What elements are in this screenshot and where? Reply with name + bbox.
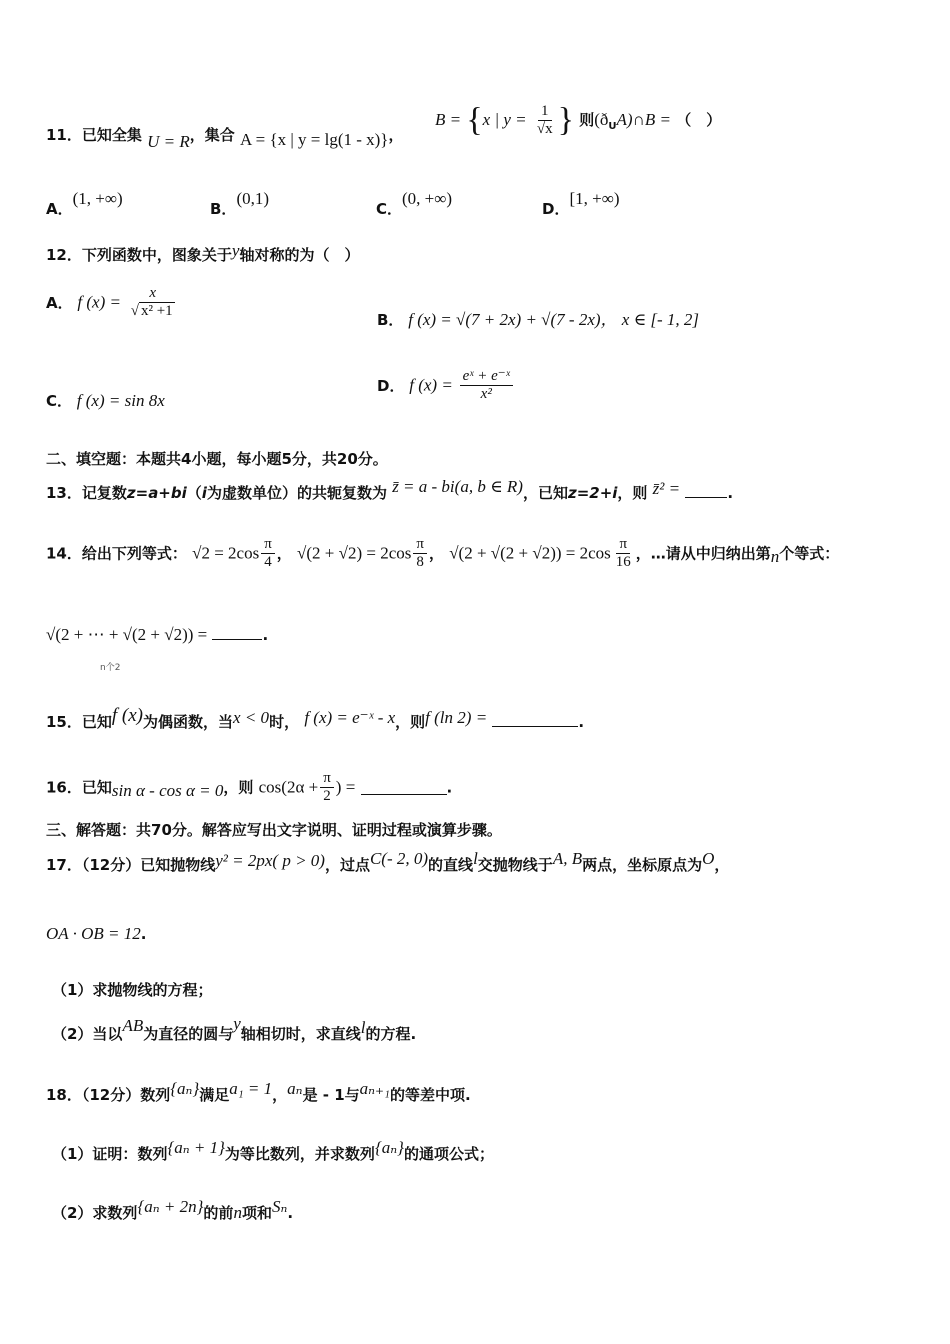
q12-option-c-label: C． xyxy=(46,392,73,410)
q15-cond: x < 0 xyxy=(233,708,270,727)
q12-option-a-numerator: x xyxy=(146,285,159,303)
q14-eq3-left: √(2 + √(2 + √2)) = 2cos xyxy=(449,543,611,563)
q17-p2-l: l xyxy=(360,1018,366,1037)
q17-score: （12分）已知抛物线 xyxy=(81,856,216,874)
q11-option-a xyxy=(46,188,123,218)
q13-ask: z̄² = xyxy=(652,479,681,498)
q15-ask: f (ln 2) = xyxy=(425,708,488,727)
q11-b-numerator: 1 xyxy=(538,103,552,121)
q11-option-c xyxy=(376,188,453,218)
q15-text-c: 时， xyxy=(269,713,300,731)
q16-ask-left: cos(2α + xyxy=(258,777,319,797)
q17-part-1: （1）求抛物线的方程； xyxy=(52,981,213,999)
q14-eq2-denominator: 8 xyxy=(416,554,424,570)
q14-sep-1: ， xyxy=(276,544,292,563)
q11-b-lhs: B = xyxy=(435,110,462,129)
q14-brace-note: n个2 xyxy=(100,663,121,673)
q14-eq1-left: √2 = 2cos xyxy=(192,543,260,563)
q14-answer-blank xyxy=(212,625,262,640)
q18-part-1 xyxy=(52,1138,494,1164)
q11-option-c-label: C． xyxy=(376,200,403,218)
q11-b-fraction xyxy=(534,103,556,138)
q14-eq3-numerator: π xyxy=(616,536,630,554)
q13-number: 13． xyxy=(46,484,82,502)
q12-option-d-lhs: f (x) = xyxy=(409,375,453,395)
q11-universal-set: U = R xyxy=(147,132,190,151)
q14-text-a: 给出下列等式： xyxy=(81,544,187,563)
q11-expr-b: A)∩B = xyxy=(616,110,671,129)
q12-option-b-label: B． xyxy=(377,311,404,329)
q16-text-a: 已知 xyxy=(81,778,112,797)
q12-option-a-fraction xyxy=(128,285,178,320)
q11-text-c: 则 xyxy=(579,111,595,129)
q11-b-denominator: √x xyxy=(536,121,553,137)
q13-i: i xyxy=(201,484,207,502)
q14-eq1-denominator: 4 xyxy=(264,554,272,570)
q18-an1: aₙ₊₁ xyxy=(359,1079,390,1098)
q14-eq1-fraction xyxy=(261,536,275,571)
q15-text-b: 为偶函数，当 xyxy=(143,713,234,731)
q11-option-d-value: [1, +∞) xyxy=(569,189,620,208)
question-18 xyxy=(46,1079,471,1105)
q15-text-d: ，则 xyxy=(395,713,426,731)
q12-option-b xyxy=(377,305,699,330)
q15-fx: f (x) xyxy=(111,705,144,726)
q12-option-a-label: A． xyxy=(46,294,73,312)
question-11 xyxy=(46,125,404,151)
q12-option-d-fraction xyxy=(460,368,513,403)
q12-option-d-denominator: x² xyxy=(480,386,492,402)
q18-p1-text-b: 为等比数列，并求数列 xyxy=(224,1145,375,1163)
q12-option-d-numerator: eˣ + e⁻ˣ xyxy=(460,368,513,386)
q13-z-value: z=2+i xyxy=(567,484,618,502)
q16-answer-blank xyxy=(361,780,447,795)
q11-option-a-label: A． xyxy=(46,200,73,218)
q14-eq2-fraction xyxy=(413,536,427,571)
q14-text-c: 个等式： xyxy=(779,544,840,563)
q14-eq3-fraction xyxy=(613,536,634,571)
q17-ab: A, B xyxy=(552,849,583,868)
q18-a1: a₁ = 1 xyxy=(229,1079,273,1098)
q13-text-e: ，则 xyxy=(617,484,648,502)
q18-part-2 xyxy=(52,1197,294,1223)
q16-cond: sin α - cos α = 0 xyxy=(111,781,224,800)
question-14 xyxy=(46,536,839,571)
q17-text-c: 交抛物线于 xyxy=(477,856,553,874)
q18-p2-seq: {aₙ + 2n} xyxy=(137,1197,204,1216)
q17-text-e: ， xyxy=(714,856,730,874)
q18-p1-text-a: （1）证明：数列 xyxy=(52,1145,168,1163)
section-3-heading: 三、解答题：共70分。解答应写出文字说明、证明过程或演算步骤。 xyxy=(46,821,502,839)
q12-option-a-lhs: f (x) = xyxy=(77,292,121,312)
q11-set-b: B = {x | y = $\frac{1}{√x}$ } 则$(ð_UA)\cap B$ = （ ） xyxy=(435,101,722,139)
q12-number: 12． xyxy=(46,246,82,264)
q16-text-b: ，则 xyxy=(223,778,254,797)
q16-fraction xyxy=(320,770,334,805)
q17-text-b: 的直线 xyxy=(428,856,474,874)
q17-p2-text-b: 为直径的圆与 xyxy=(143,1025,234,1043)
q11-expr: (ð xyxy=(594,110,609,129)
q15-number: 15． xyxy=(46,713,82,731)
q18-p2-n: n xyxy=(233,1203,242,1222)
q16-number: 16． xyxy=(46,778,82,797)
q17-p2-y: y xyxy=(233,1014,241,1033)
q11-option-c-value: (0, +∞) xyxy=(402,189,453,208)
q17-dot-line xyxy=(46,924,146,944)
q11-text-b: ，集合 xyxy=(189,126,235,144)
q13-text-a: 记复数 xyxy=(81,484,127,502)
q13-end: . xyxy=(727,484,734,502)
q13-text-d: ，已知 xyxy=(522,484,568,502)
q17-dot-product: OA · OB = 12 xyxy=(46,924,141,943)
q18-text-b: 是 - 1与 xyxy=(302,1086,360,1104)
q15-text-a: 已知 xyxy=(81,713,112,731)
q14-nested-expr: √(2 + ⋯ + √(2 + √2)) = xyxy=(46,625,208,644)
question-17 xyxy=(46,849,730,875)
q14-line-2 xyxy=(46,625,268,645)
q17-parabola: y² = 2px( p > 0) xyxy=(215,851,325,870)
q12-text-b: 轴对称的为（ ） xyxy=(239,246,360,264)
q18-an-2: aₙ xyxy=(287,1079,303,1098)
q18-text-c: 的等差中项. xyxy=(389,1086,471,1104)
question-15 xyxy=(46,705,585,732)
q11-option-d-label: D． xyxy=(542,200,570,218)
q11-expr-sub: U xyxy=(608,121,617,132)
q11-text-a: 已知全集 xyxy=(81,126,142,144)
q18-p2-text-a: （2）求数列 xyxy=(52,1204,138,1222)
q18-p1-seq-2: {aₙ} xyxy=(374,1138,404,1157)
q11-option-b-label: B． xyxy=(210,200,237,218)
q12-text-a: 下列函数中，图象关于 xyxy=(81,246,232,264)
q16-end: . xyxy=(446,778,453,797)
q18-p2-end: . xyxy=(287,1204,294,1222)
q18-number: 18． xyxy=(46,1086,82,1104)
q12-option-a-radicand: x² +1 xyxy=(140,303,173,319)
q11-set-a: A = {x | y = lg(1 - x)} xyxy=(240,130,389,149)
q14-eq3-denominator: 16 xyxy=(615,554,631,570)
q14-number: 14． xyxy=(46,544,82,563)
q15-end: . xyxy=(578,713,585,731)
q17-dot-end: . xyxy=(140,925,147,943)
q12-option-b-expr: f (x) = √(7 + 2x) + √(7 - 2x) xyxy=(408,310,601,329)
q14-eq2-numerator: π xyxy=(413,536,427,554)
q12-option-a-denominator: √ x² +1 xyxy=(130,303,173,319)
q16-ask-right: ) = xyxy=(335,777,356,797)
q17-p2-text-c: 轴相切时，求直线 xyxy=(240,1025,361,1043)
q17-p2-ab: AB xyxy=(122,1016,144,1035)
section-2-heading: 二、填空题：本题共4小题，每小题5分，共20分。 xyxy=(46,450,388,468)
q13-z: z=a+bi xyxy=(126,484,187,502)
q18-score: （12分）数列 xyxy=(81,1086,171,1104)
q11-option-b-value: (0,1) xyxy=(236,189,270,208)
q15-def: f (x) = e⁻ˣ - x xyxy=(304,708,396,727)
q12-option-c xyxy=(46,390,165,411)
q18-p1-seq: {aₙ + 1} xyxy=(167,1138,225,1157)
q16-denominator: 2 xyxy=(323,788,331,804)
q17-point: C(- 2, 0) xyxy=(369,849,429,868)
q14-text-b: ，…请从中归纳出第 xyxy=(635,544,771,563)
q18-an: {aₙ} xyxy=(170,1079,200,1098)
q17-p2-text-d: 的方程. xyxy=(365,1025,417,1043)
q17-o: O xyxy=(702,849,715,868)
q15-answer-blank xyxy=(492,712,578,727)
q11-option-a-value: (1, +∞) xyxy=(72,189,123,208)
q16-numerator: π xyxy=(320,770,334,788)
q13-text-c: 为虚数单位）的共轭复数为 xyxy=(206,484,387,502)
q18-p2-text-c: 项和 xyxy=(241,1204,272,1222)
q13-text-b: （ xyxy=(186,484,202,502)
question-13 xyxy=(46,477,734,503)
q11-paren: （ ） xyxy=(676,111,722,129)
q12-option-d xyxy=(377,368,515,403)
q18-sep: ， xyxy=(272,1086,288,1104)
q12-option-a xyxy=(46,285,180,320)
q18-p2-text-b: 的前 xyxy=(203,1204,234,1222)
q11-option-d xyxy=(542,188,620,218)
q18-p1-text-c: 的通项公式； xyxy=(403,1145,494,1163)
q11-b-set-left: x | y = xyxy=(482,110,527,129)
q17-l: l xyxy=(473,849,478,868)
q12-option-d-label: D． xyxy=(377,377,405,395)
q12-option-b-domain: ， x ∈ [- 1, 2] xyxy=(600,310,700,329)
q14-eq1-numerator: π xyxy=(261,536,275,554)
q18-p2-s: Sₙ xyxy=(271,1197,288,1216)
q11-option-b xyxy=(210,188,270,218)
q17-number: 17． xyxy=(46,856,82,874)
question-16 xyxy=(46,770,452,805)
q14-sep-2: ， xyxy=(428,544,444,563)
q17-p2-text-a: （2）当以 xyxy=(52,1025,123,1043)
q17-part-2 xyxy=(52,1014,417,1044)
q11-comma: ， xyxy=(388,126,404,144)
q13-conjugate: z̄ = a - bi(a, b ∈ R) xyxy=(392,477,523,496)
q11-number: 11． xyxy=(46,126,82,144)
q12-y: y xyxy=(231,241,240,260)
q13-answer-blank xyxy=(685,483,727,498)
q14-eq2-left: √(2 + √2) = 2cos xyxy=(297,543,412,563)
q14-end: . xyxy=(262,626,269,644)
q18-text-a: 满足 xyxy=(199,1086,230,1104)
q17-text-a: ，过点 xyxy=(324,856,370,874)
q12-option-c-expr: f (x) = sin 8x xyxy=(76,391,165,410)
q14-n: n xyxy=(770,547,780,566)
question-12 xyxy=(46,241,360,265)
q17-text-d: 两点，坐标原点为 xyxy=(582,856,703,874)
